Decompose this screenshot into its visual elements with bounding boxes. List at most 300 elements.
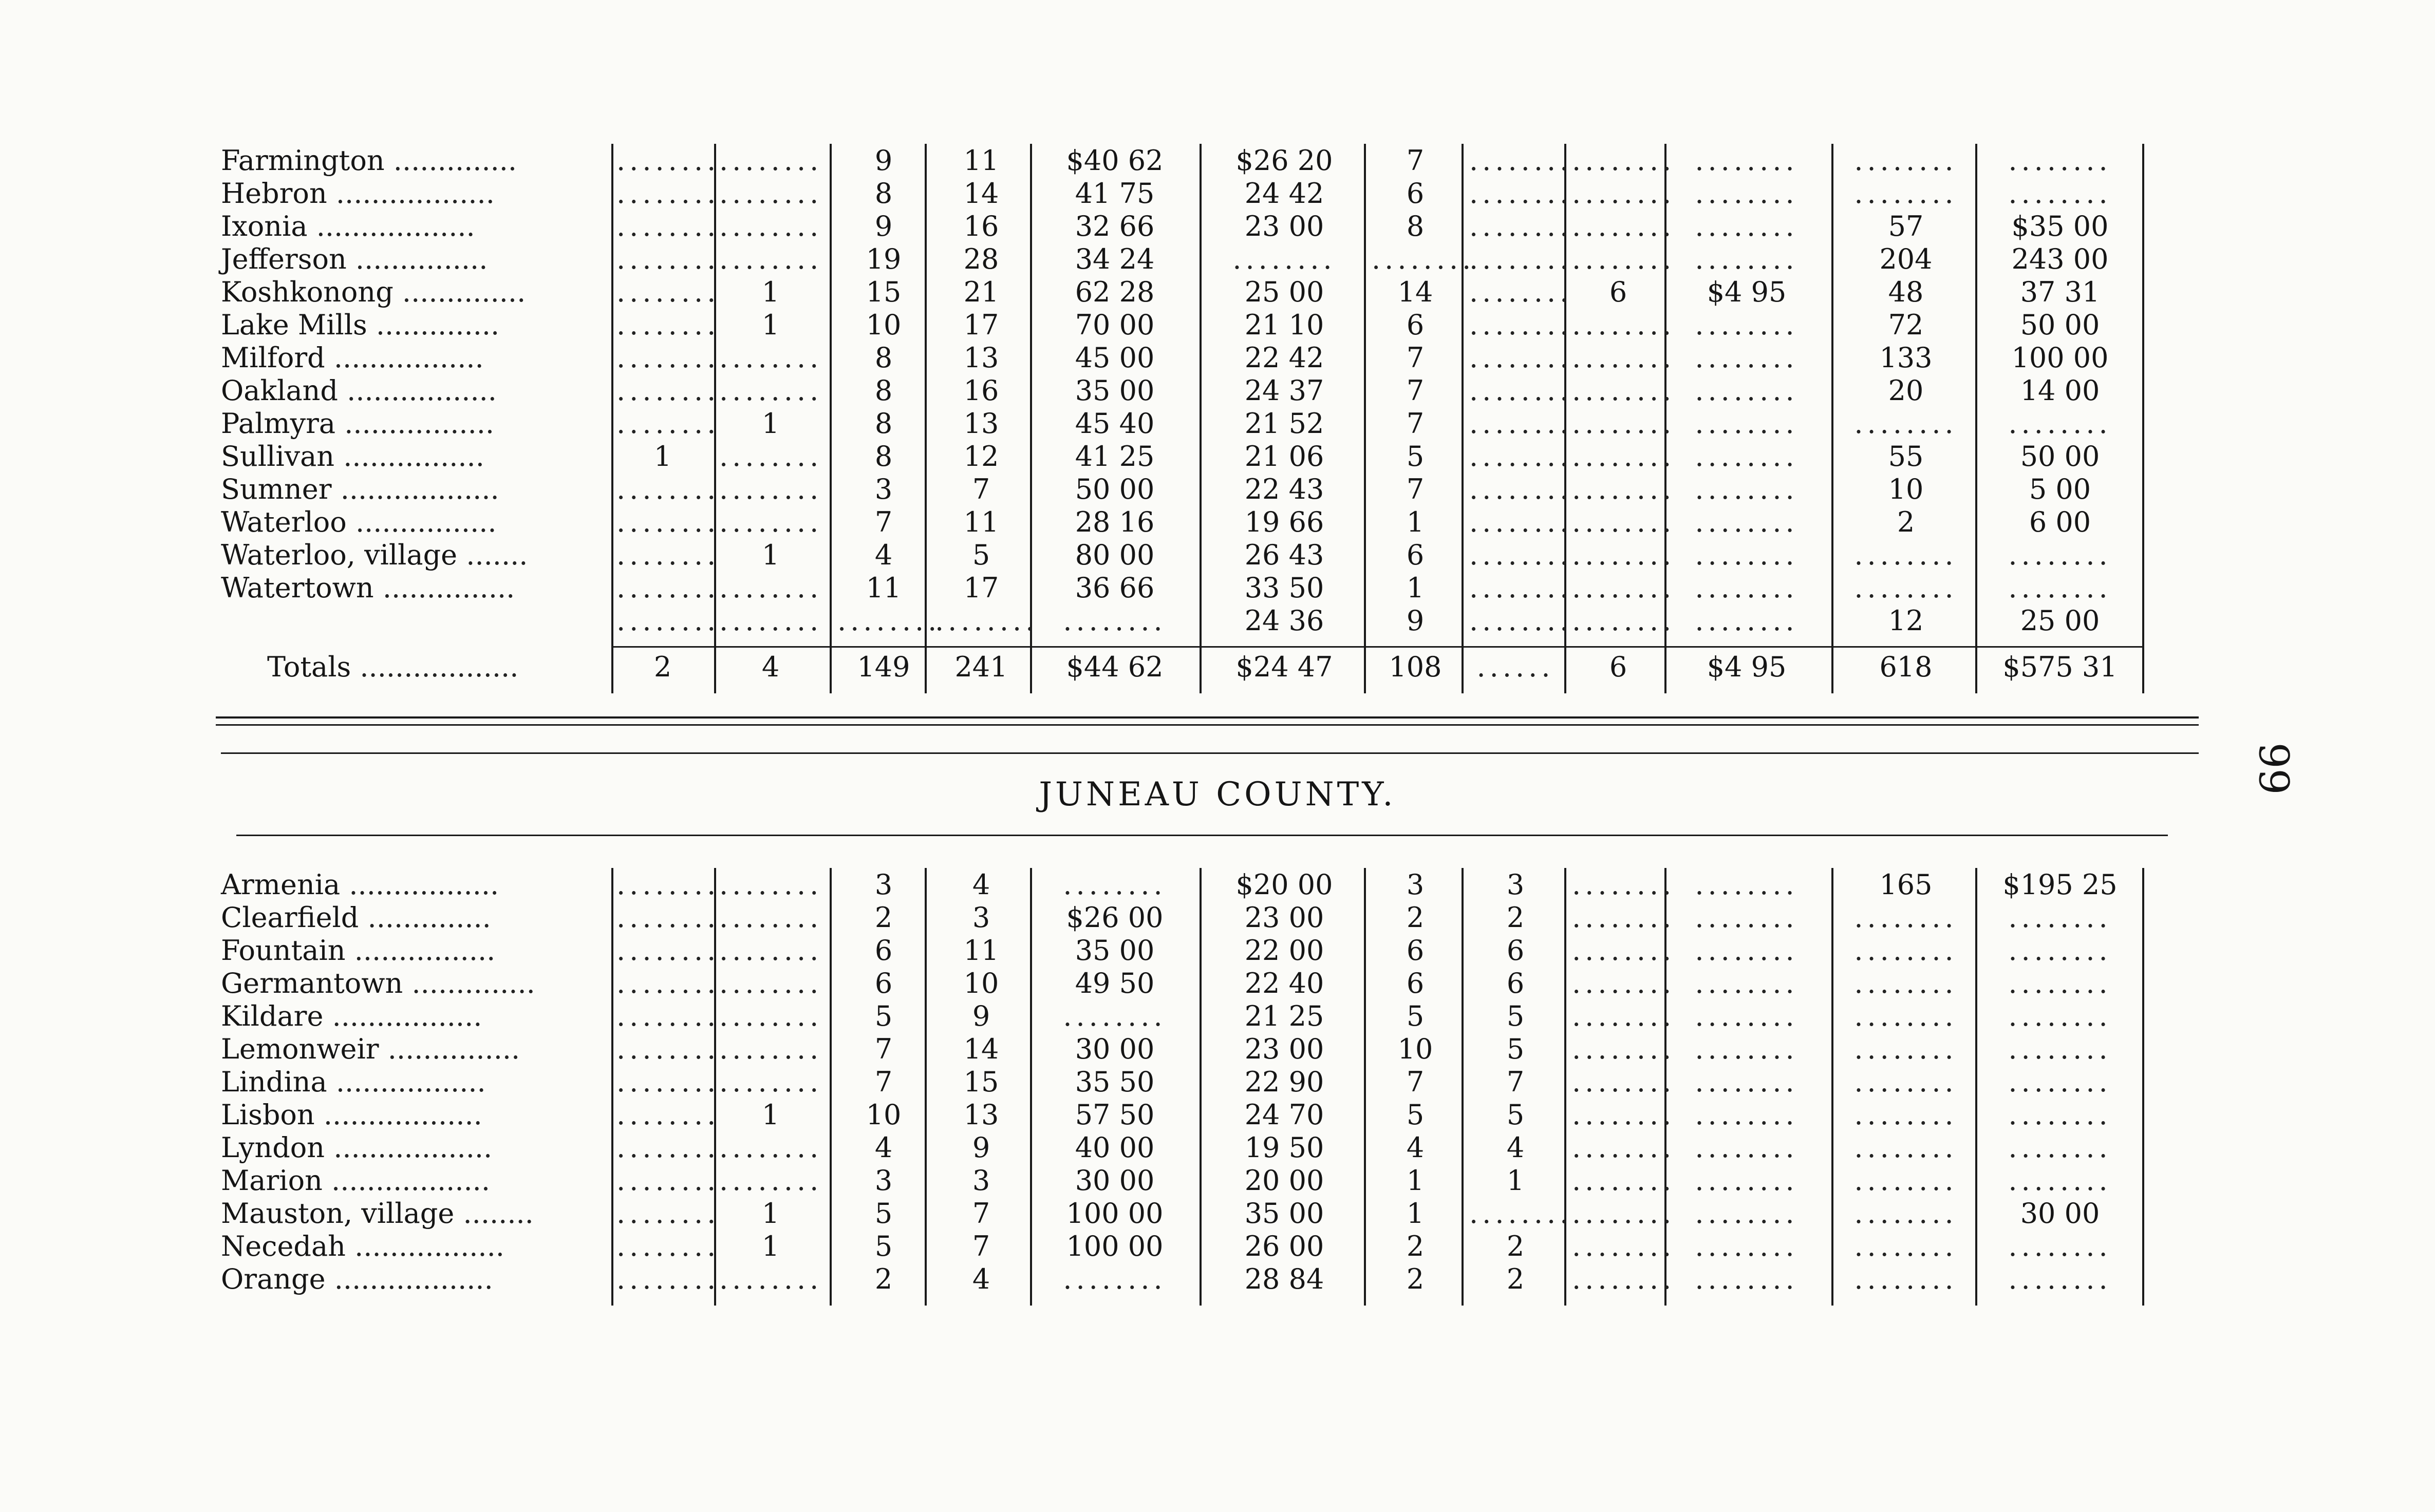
cell-c6: 23 00 bbox=[1244, 901, 1324, 934]
cell-c2: ........ bbox=[719, 572, 823, 604]
cell-c7: 8 bbox=[1406, 210, 1425, 242]
cell-c7: 6 bbox=[1406, 934, 1425, 967]
cell-c7: 1 bbox=[1406, 1197, 1425, 1230]
table-row bbox=[205, 1164, 2209, 1198]
cell-c12: ........ bbox=[2008, 1000, 2112, 1032]
cell-c1: ........ bbox=[616, 1099, 720, 1131]
cell-c12: 6 00 bbox=[2029, 506, 2091, 538]
leader-dots: ................. bbox=[327, 1066, 486, 1098]
cell-c9: ........ bbox=[1572, 407, 1676, 440]
town-name bbox=[221, 1131, 492, 1165]
cell-c9: ........ bbox=[1572, 1000, 1676, 1032]
cell-c10: ........ bbox=[1695, 1033, 1799, 1065]
cell-c7: 7 bbox=[1406, 1066, 1425, 1098]
table-row bbox=[205, 538, 2209, 572]
cell-c10: $4 95 bbox=[1707, 276, 1787, 308]
cell-c4: 13 bbox=[963, 407, 999, 440]
town-label: Ixonia bbox=[221, 210, 308, 242]
cell-c3: 8 bbox=[874, 177, 893, 210]
cell-c10: ........ bbox=[1695, 177, 1799, 210]
town-name bbox=[221, 144, 517, 178]
cell-c7: 5 bbox=[1406, 1099, 1425, 1131]
cell-c3: 6 bbox=[874, 967, 893, 999]
cell-c10: ........ bbox=[1695, 1099, 1799, 1131]
cell-c5: 35 50 bbox=[1075, 1066, 1155, 1098]
cell-c3: 8 bbox=[874, 342, 893, 374]
cell-c11: ........ bbox=[1854, 1033, 1958, 1065]
cell-c11: ........ bbox=[1854, 539, 1958, 571]
cell-c3: 3 bbox=[874, 1164, 893, 1197]
town-name bbox=[221, 868, 499, 902]
leader-dots: ................ bbox=[346, 506, 497, 538]
cell-c3: 7 bbox=[874, 506, 893, 538]
cell-c10: ........ bbox=[1695, 342, 1799, 374]
totals-rule bbox=[611, 646, 2142, 648]
leader-dots: ............... bbox=[373, 572, 515, 604]
town-label: Lindina bbox=[221, 1066, 327, 1098]
cell-c4: 9 bbox=[972, 1000, 990, 1032]
town-label: Totals bbox=[267, 650, 351, 683]
town-label: Lake Mills bbox=[221, 309, 367, 341]
cell-c10: ........ bbox=[1695, 407, 1799, 440]
town-name bbox=[221, 1164, 490, 1198]
cell-c7: 7 bbox=[1406, 473, 1425, 505]
double-rule-top bbox=[216, 716, 2199, 719]
cell-c11: ........ bbox=[1854, 901, 1958, 934]
cell-c3: 5 bbox=[874, 1000, 893, 1032]
town-name bbox=[221, 177, 495, 211]
leader-dots: .............. bbox=[367, 309, 500, 341]
cell-c5: 49 50 bbox=[1075, 967, 1155, 999]
cell-c12: 50 00 bbox=[2020, 309, 2100, 341]
cell-c3: 5 bbox=[874, 1197, 893, 1230]
cell-c11: 20 bbox=[1888, 374, 1924, 407]
town-label: Waterloo, village bbox=[221, 539, 458, 571]
cell-c7: 6 bbox=[1406, 967, 1425, 999]
cell-c5: 30 00 bbox=[1075, 1164, 1155, 1197]
cell-c1: ........ bbox=[616, 177, 720, 210]
town-label: Mauston, village bbox=[221, 1197, 455, 1230]
cell-c2: ........ bbox=[719, 210, 823, 242]
leader-dots: .................. bbox=[322, 1164, 490, 1197]
cell-c7: 2 bbox=[1406, 1230, 1425, 1262]
juneau-county-title: JUNEAU COUNTY. bbox=[1039, 776, 1396, 814]
cell-c10: ........ bbox=[1695, 868, 1799, 901]
cell-c7: 9 bbox=[1406, 604, 1425, 637]
cell-c12: ........ bbox=[2008, 177, 2112, 210]
cell-c8: 2 bbox=[1506, 1263, 1525, 1295]
cell-c8: 5 bbox=[1506, 1033, 1525, 1065]
cell-c5: $26 00 bbox=[1066, 901, 1164, 934]
town-label: Fountain bbox=[221, 934, 346, 967]
cell-c1: ........ bbox=[616, 1263, 720, 1295]
cell-c12: $195 25 bbox=[2002, 868, 2118, 901]
cell-c3: 3 bbox=[874, 473, 893, 505]
cell-c6: $26 20 bbox=[1235, 144, 1333, 177]
cell-c1: ........ bbox=[616, 1033, 720, 1065]
cell-c8: 5 bbox=[1506, 1099, 1525, 1131]
rule-under-jefferson bbox=[221, 752, 2199, 754]
cell-c8: 3 bbox=[1506, 868, 1525, 901]
cell-c2: ........ bbox=[719, 1000, 823, 1032]
cell-c2: ........ bbox=[719, 934, 823, 967]
cell-c10: ........ bbox=[1695, 374, 1799, 407]
cell-c2: ........ bbox=[719, 1066, 823, 1098]
cell-c8: ........ bbox=[1469, 407, 1573, 440]
cell-c11: 165 bbox=[1879, 868, 1933, 901]
cell-c6: 22 90 bbox=[1244, 1066, 1324, 1098]
town-name bbox=[221, 1032, 520, 1066]
cell-c11: ........ bbox=[1854, 177, 1958, 210]
cell-c8: 5 bbox=[1506, 1000, 1525, 1032]
cell-c7: 5 bbox=[1406, 440, 1425, 472]
table-row bbox=[205, 440, 2209, 474]
cell-c8: ........ bbox=[1469, 473, 1573, 505]
cell-c9: ........ bbox=[1572, 440, 1676, 472]
cell-c8: 7 bbox=[1506, 1066, 1525, 1098]
cell-c12: ........ bbox=[2008, 901, 2112, 934]
cell-c3: 2 bbox=[874, 901, 893, 934]
cell-c9: 6 bbox=[1609, 276, 1627, 308]
town-label: Germantown bbox=[221, 967, 403, 999]
cell-c1: ........ bbox=[616, 901, 720, 934]
cell-c11: ........ bbox=[1854, 1099, 1958, 1131]
cell-c4: 3 bbox=[972, 901, 990, 934]
cell-c1: ........ bbox=[616, 572, 720, 604]
leader-dots: .............. bbox=[393, 276, 526, 308]
cell-c9: ........ bbox=[1572, 1263, 1676, 1295]
cell-c6: ........ bbox=[1232, 243, 1336, 275]
cell-c12: ........ bbox=[2008, 144, 2112, 177]
cell-c12: 25 00 bbox=[2020, 604, 2100, 637]
cell-c5: ........ bbox=[1063, 868, 1167, 901]
table-row bbox=[205, 341, 2209, 375]
cell-c3: 2 bbox=[874, 1263, 893, 1295]
cell-c3: 15 bbox=[866, 276, 902, 308]
cell-c9: ........ bbox=[1572, 934, 1676, 967]
town-name bbox=[221, 210, 475, 243]
cell-c2: ........ bbox=[719, 1033, 823, 1065]
cell-c1: ........ bbox=[616, 1066, 720, 1098]
table-row bbox=[205, 999, 2209, 1033]
cell-c2: ........ bbox=[719, 243, 823, 275]
cell-c12: 243 00 bbox=[2011, 243, 2109, 275]
cell-c9: ........ bbox=[1572, 342, 1676, 374]
town-label: Sumner bbox=[221, 473, 332, 505]
cell-c5: 100 00 bbox=[1066, 1197, 1164, 1230]
double-rule-bottom bbox=[216, 724, 2199, 726]
cell-c11: ........ bbox=[1854, 1131, 1958, 1164]
cell-c11: 204 bbox=[1879, 243, 1933, 275]
cell-c4: 11 bbox=[963, 144, 999, 177]
cell-c8: ........ bbox=[1469, 506, 1573, 538]
cell-c4: 7 bbox=[972, 473, 990, 505]
town-name bbox=[221, 1230, 504, 1263]
town-label: Kildare bbox=[221, 1000, 324, 1032]
cell-c6: 21 52 bbox=[1244, 407, 1324, 440]
cell-c11: ........ bbox=[1854, 1230, 1958, 1262]
town-label: Sullivan bbox=[221, 440, 335, 472]
leader-dots: .............. bbox=[384, 144, 517, 177]
cell-c5: 34 24 bbox=[1075, 243, 1155, 275]
cell-c2: ........ bbox=[719, 967, 823, 999]
cell-c12: ........ bbox=[2008, 1263, 2112, 1295]
table-row bbox=[205, 1065, 2209, 1099]
cell-c3: ........ bbox=[837, 604, 941, 637]
leader-dots: ................. bbox=[325, 342, 484, 374]
cell-c5: 36 66 bbox=[1075, 572, 1155, 604]
cell-c11: ........ bbox=[1854, 1263, 1958, 1295]
leader-dots: ................. bbox=[338, 374, 497, 407]
town-label: Farmington bbox=[221, 144, 385, 177]
cell-c5: 30 00 bbox=[1075, 1033, 1155, 1065]
cell-c4: 241 bbox=[954, 650, 1008, 683]
cell-c4: 11 bbox=[963, 934, 999, 967]
table-row bbox=[205, 374, 2209, 408]
leader-dots: .................. bbox=[327, 177, 495, 210]
cell-c7: 7 bbox=[1406, 374, 1425, 407]
leader-dots: ....... bbox=[457, 539, 528, 571]
cell-c7: 108 bbox=[1389, 650, 1442, 683]
cell-c8: ........ bbox=[1469, 604, 1573, 637]
cell-c9: ........ bbox=[1572, 473, 1676, 505]
cell-c3: 7 bbox=[874, 1033, 893, 1065]
cell-c10: ........ bbox=[1695, 506, 1799, 538]
cell-c2: ........ bbox=[719, 440, 823, 472]
cell-c12: ........ bbox=[2008, 1099, 2112, 1131]
cell-c12: ........ bbox=[2008, 572, 2112, 604]
cell-c11: ........ bbox=[1854, 144, 1958, 177]
cell-c2: ........ bbox=[719, 144, 823, 177]
table-row bbox=[205, 1197, 2209, 1231]
cell-c1: ........ bbox=[616, 1164, 720, 1197]
table-row bbox=[205, 1230, 2209, 1263]
cell-c1: ........ bbox=[616, 1197, 720, 1230]
cell-c10: ........ bbox=[1695, 1066, 1799, 1098]
cell-c5: 45 00 bbox=[1075, 342, 1155, 374]
leader-dots: .................. bbox=[325, 1131, 493, 1164]
juneau-county-table bbox=[205, 868, 2209, 1340]
cell-c2: 1 bbox=[761, 1230, 780, 1262]
cell-c9: ........ bbox=[1572, 1164, 1676, 1197]
cell-c6: 23 00 bbox=[1244, 210, 1324, 242]
cell-c4: 9 bbox=[972, 1131, 990, 1164]
cell-c2: ........ bbox=[719, 1131, 823, 1164]
town-name bbox=[221, 934, 495, 968]
cell-c10: ........ bbox=[1695, 1230, 1799, 1262]
cell-c4: 3 bbox=[972, 1164, 990, 1197]
town-name bbox=[221, 440, 484, 474]
cell-c5: 41 25 bbox=[1075, 440, 1155, 472]
cell-c5: ........ bbox=[1063, 1263, 1167, 1295]
cell-c6: 24 36 bbox=[1244, 604, 1324, 637]
cell-c11: ........ bbox=[1854, 967, 1958, 999]
cell-c6: 24 70 bbox=[1244, 1099, 1324, 1131]
cell-c12: ........ bbox=[2008, 1230, 2112, 1262]
cell-c10: ........ bbox=[1695, 243, 1799, 275]
cell-c3: 19 bbox=[866, 243, 902, 275]
cell-c4: 14 bbox=[963, 177, 999, 210]
town-name bbox=[221, 901, 491, 935]
cell-c4: 10 bbox=[963, 967, 999, 999]
table-row bbox=[205, 144, 2209, 178]
cell-c11: ........ bbox=[1854, 1164, 1958, 1197]
leader-dots: ............... bbox=[379, 1033, 520, 1065]
cell-c1: ........ bbox=[616, 934, 720, 967]
cell-c2: ........ bbox=[719, 868, 823, 901]
town-name bbox=[221, 472, 499, 506]
cell-c3: 7 bbox=[874, 1066, 893, 1098]
town-name bbox=[221, 571, 515, 605]
cell-c10: ........ bbox=[1695, 934, 1799, 967]
cell-c7: 6 bbox=[1406, 309, 1425, 341]
cell-c8: 6 bbox=[1506, 934, 1525, 967]
cell-c3: 8 bbox=[874, 374, 893, 407]
town-label: Koshkonong bbox=[221, 276, 394, 308]
cell-c6: 33 50 bbox=[1244, 572, 1324, 604]
cell-c6: 22 40 bbox=[1244, 967, 1324, 999]
cell-c5: 100 00 bbox=[1066, 1230, 1164, 1262]
cell-c1: ........ bbox=[616, 144, 720, 177]
cell-c7: 2 bbox=[1406, 901, 1425, 934]
town-label: Jefferson bbox=[221, 243, 347, 275]
cell-c9: ........ bbox=[1572, 144, 1676, 177]
cell-c11: ........ bbox=[1854, 1000, 1958, 1032]
cell-c9: 6 bbox=[1609, 650, 1627, 683]
table-row bbox=[205, 1098, 2209, 1132]
cell-c9: ........ bbox=[1572, 506, 1676, 538]
cell-c7: 7 bbox=[1406, 407, 1425, 440]
cell-c1: 2 bbox=[653, 650, 672, 683]
cell-c4: 4 bbox=[972, 1263, 990, 1295]
cell-c12: 50 00 bbox=[2020, 440, 2100, 472]
cell-c11: 618 bbox=[1879, 650, 1933, 683]
cell-c8: 6 bbox=[1506, 967, 1525, 999]
cell-c8: ........ bbox=[1469, 342, 1573, 374]
cell-c10: ........ bbox=[1695, 440, 1799, 472]
cell-c3: 4 bbox=[874, 1131, 893, 1164]
cell-c10: ........ bbox=[1695, 572, 1799, 604]
town-label: Watertown bbox=[221, 572, 374, 604]
town-name bbox=[221, 407, 494, 441]
cell-c6: 24 42 bbox=[1244, 177, 1324, 210]
cell-c12: 37 31 bbox=[2020, 276, 2100, 308]
cell-c1: ........ bbox=[616, 604, 720, 637]
cell-c10: ........ bbox=[1695, 210, 1799, 242]
cell-c12: ........ bbox=[2008, 934, 2112, 967]
cell-c1: ........ bbox=[616, 539, 720, 571]
town-name bbox=[221, 967, 535, 1000]
cell-c11: 48 bbox=[1888, 276, 1924, 308]
cell-c11: 57 bbox=[1888, 210, 1924, 242]
cell-c10: ........ bbox=[1695, 1263, 1799, 1295]
cell-c9: ........ bbox=[1572, 539, 1676, 571]
cell-c4: 4 bbox=[972, 868, 990, 901]
cell-c9: ........ bbox=[1572, 1099, 1676, 1131]
leader-dots: .............. bbox=[359, 901, 491, 934]
cell-c6: 26 43 bbox=[1244, 539, 1324, 571]
cell-c9: ........ bbox=[1572, 901, 1676, 934]
cell-c6: $24 47 bbox=[1235, 650, 1333, 683]
cell-c8: 4 bbox=[1506, 1131, 1525, 1164]
cell-c2: 1 bbox=[761, 276, 780, 308]
cell-c4: ........ bbox=[935, 604, 1039, 637]
cell-c3: 9 bbox=[874, 144, 893, 177]
cell-c5: $40 62 bbox=[1066, 144, 1164, 177]
cell-c5: 57 50 bbox=[1075, 1099, 1155, 1131]
cell-c11: 12 bbox=[1888, 604, 1924, 637]
cell-c11: 133 bbox=[1879, 342, 1933, 374]
cell-c7: 1 bbox=[1406, 506, 1425, 538]
cell-c12: $35 00 bbox=[2011, 210, 2109, 242]
cell-c10: ........ bbox=[1695, 144, 1799, 177]
cell-c11: ........ bbox=[1854, 934, 1958, 967]
town-label: Waterloo bbox=[221, 506, 347, 538]
table-row bbox=[205, 308, 2209, 342]
cell-c1: ........ bbox=[616, 210, 720, 242]
cell-c1: ........ bbox=[616, 1000, 720, 1032]
cell-c10: ........ bbox=[1695, 539, 1799, 571]
cell-c10: ........ bbox=[1695, 1197, 1799, 1230]
cell-c4: 7 bbox=[972, 1230, 990, 1262]
town-label: Orange bbox=[221, 1263, 326, 1295]
cell-c9: ........ bbox=[1572, 572, 1676, 604]
town-name bbox=[221, 1098, 482, 1132]
cell-c2: ........ bbox=[719, 1164, 823, 1197]
cell-c9: ........ bbox=[1572, 1131, 1676, 1164]
cell-c4: 5 bbox=[972, 539, 990, 571]
cell-c1: ........ bbox=[616, 407, 720, 440]
town-label: Marion bbox=[221, 1164, 323, 1197]
town-label: Necedah bbox=[221, 1230, 346, 1262]
cell-c9: ........ bbox=[1572, 1066, 1676, 1098]
cell-c4: 16 bbox=[963, 374, 999, 407]
leader-dots: ................. bbox=[345, 1230, 504, 1262]
town-name bbox=[221, 242, 488, 276]
cell-c7: 10 bbox=[1397, 1033, 1433, 1065]
cell-c4: 15 bbox=[963, 1066, 999, 1098]
cell-c3: 10 bbox=[866, 309, 902, 341]
town-label: Lisbon bbox=[221, 1099, 315, 1131]
leader-dots: ........ bbox=[454, 1197, 534, 1230]
cell-c2: 4 bbox=[761, 650, 780, 683]
cell-c1: ........ bbox=[616, 506, 720, 538]
cell-c7: 5 bbox=[1406, 1000, 1425, 1032]
cell-c3: 149 bbox=[857, 650, 910, 683]
cell-c6: 28 84 bbox=[1244, 1263, 1324, 1295]
leader-dots: ................ bbox=[345, 934, 496, 967]
table-row bbox=[205, 210, 2209, 243]
cell-c2: ........ bbox=[719, 506, 823, 538]
cell-c11: ........ bbox=[1854, 407, 1958, 440]
cell-c1: 1 bbox=[653, 440, 672, 472]
cell-c7: 1 bbox=[1406, 1164, 1425, 1197]
leader-dots: .............. bbox=[403, 967, 535, 999]
cell-c2: ........ bbox=[719, 374, 823, 407]
cell-c3: 9 bbox=[874, 210, 893, 242]
cell-c8: ........ bbox=[1469, 539, 1573, 571]
cell-c6: 26 00 bbox=[1244, 1230, 1324, 1262]
cell-c5: ........ bbox=[1063, 1000, 1167, 1032]
cell-c1: ........ bbox=[616, 1131, 720, 1164]
leader-dots: .................. bbox=[314, 1099, 482, 1131]
cell-c11: ........ bbox=[1854, 572, 1958, 604]
cell-c6: 22 43 bbox=[1244, 473, 1324, 505]
cell-c4: 17 bbox=[963, 572, 999, 604]
town-name bbox=[221, 341, 484, 375]
cell-c4: 17 bbox=[963, 309, 999, 341]
town-name bbox=[267, 650, 518, 684]
